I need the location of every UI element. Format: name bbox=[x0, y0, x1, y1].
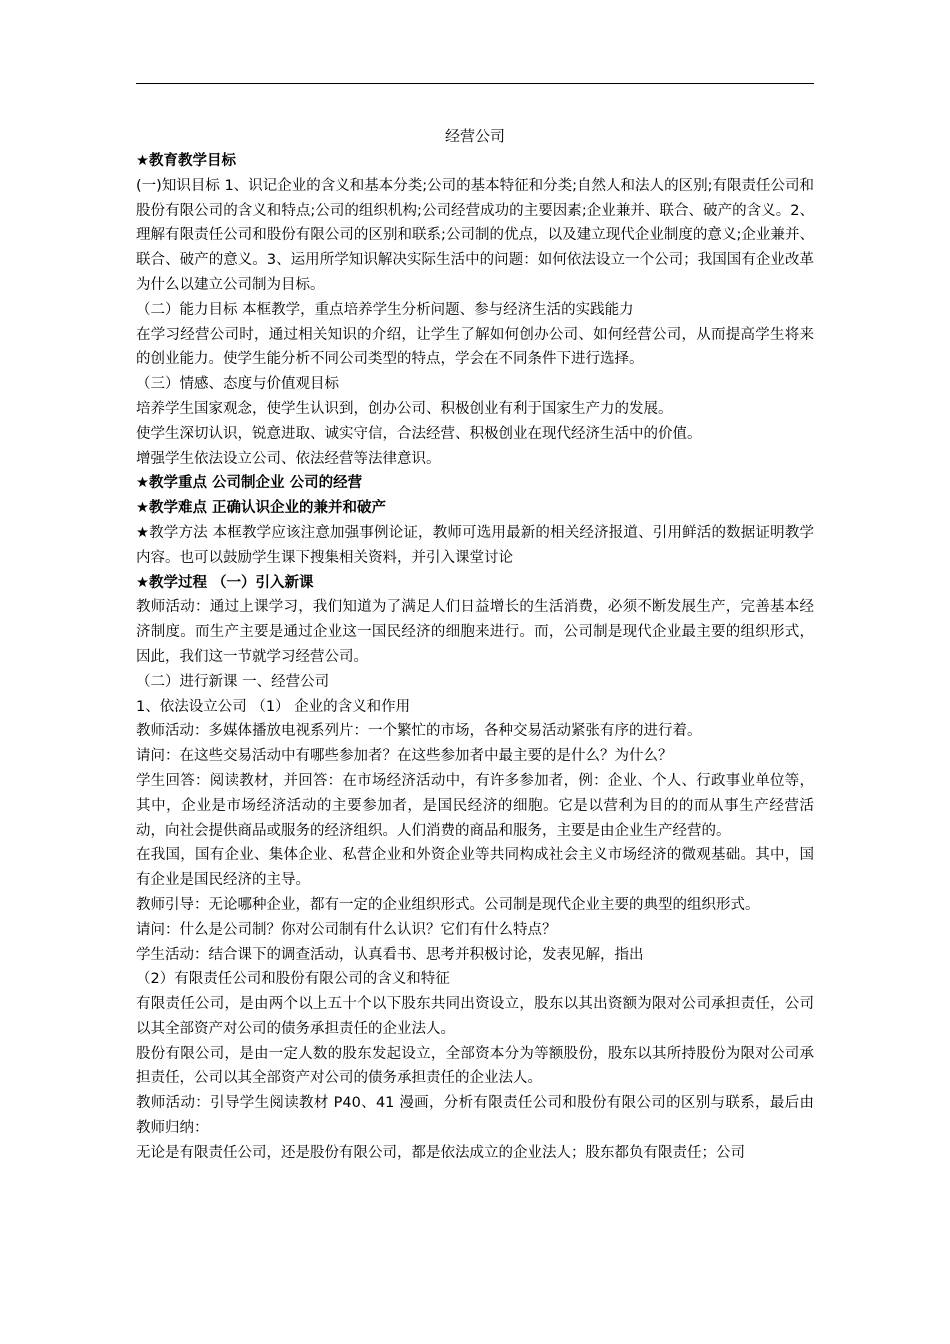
paragraph: 有限责任公司，是由两个以上五十个以下股东共同出资设立，股东以其出资额为限对公司承担责任，公司以其全部资产对公司的债务承担责任的企业法人。 bbox=[136, 996, 814, 1037]
paragraph: 股份有限公司，是由一定人数的股东发起设立，全部资本分为等额股份，股东以其所持股份为限对公司承担责任，公司以其全部资产对公司的债务承担责任的企业法人。 bbox=[136, 1045, 814, 1087]
paragraph: （2）有限责任公司和股份有限公司的含义和特征 bbox=[136, 971, 450, 988]
paragraph: ★教育教学目标 bbox=[136, 153, 236, 169]
paragraph: 教师活动：通过上课学习，我们知道为了满足人们日益增长的生活消费，必须不断发展生产，完善基本经济制度。而生产主要是通过企业这一国民经济的细胞来进行。而，公司制是现代企业最主要的组织形式，因此，我们这一节就学习经营公司。 bbox=[136, 599, 814, 665]
paragraph: ★教学方法 本框教学应该注意加强事例论证，教师可选用最新的相关经济报道、引用鲜活的数据证明教学内容。也可以鼓励学生课下搜集相关资料，并引入课堂讨论 bbox=[136, 524, 814, 566]
document-body bbox=[136, 149, 814, 1166]
paragraph: 教师引导：无论哪种企业，都有一定的企业组织形式。公司制是现代企业主要的典型的组织形式。 bbox=[136, 896, 760, 913]
paragraph: 在学习经营公司时，通过相关知识的介绍，让学生了解如何创办公司、如何经营公司，从而提高学生将来的创业能力。使学生能分析不同公司类型的特点，学会在不同条件下进行选择。 bbox=[136, 326, 814, 368]
paragraph: （二）进行新课 一、经营公司 bbox=[136, 673, 330, 690]
paragraph: 学生回答：阅读教材，并回答：在市场经济活动中，有许多参加者，例：企业、个人、行政事业单位等，其中，企业是市场经济活动的主要参加者，是国民经济的细胞。它是以营利为目的的而从事生产经营活动，向社会提供商品或服务的经济组织。人们消费的商品和服务，主要是由企业生产经营的。 bbox=[136, 772, 814, 839]
paragraph: 1、依法设立公司 （1） 企业的含义和作用 bbox=[136, 698, 411, 715]
paragraph: 请问：在这些交易活动中有哪些参加者？在这些参加者中最主要的是什么？为什么？ bbox=[136, 748, 673, 765]
paragraph: ★教学重点 公司制企业 公司的经营 bbox=[136, 475, 363, 492]
paragraph: 请问：什么是公司制？你对公司制有什么认识？它们有什么特点？ bbox=[136, 921, 557, 938]
paragraph: 教师活动：多媒体播放电视系列片：一个繁忙的市场，各种交易活动紧张有序的进行着。 bbox=[136, 723, 702, 740]
paragraph: 增强学生依法设立公司、依法经营等法律意识。 bbox=[136, 450, 441, 467]
paragraph: 在我国，国有企业、集体企业、私营企业和外资企业等共同构成社会主义市场经济的微观基础。其中，国有企业是国民经济的主导。 bbox=[136, 847, 814, 889]
paragraph: 使学生深切认识，锐意进取、诚实守信，合法经营、积极创业在现代经济生活中的价值。 bbox=[136, 425, 702, 442]
document-title: 经营公司 bbox=[444, 127, 505, 145]
paragraph: （二）能力目标 本框教学，重点培养学生分析问题、参与经济生活的实践能力 bbox=[136, 301, 634, 318]
paragraph: ★教学过程 （一）引入新课 bbox=[136, 574, 314, 591]
paragraph: 无论是有限责任公司，还是股份有限公司，都是依法成立的企业法人；股东都负有限责任；公司 bbox=[136, 1144, 745, 1161]
header-rule bbox=[136, 83, 814, 84]
paragraph: ★教学难点 正确认识企业的兼并和破产 bbox=[136, 500, 387, 517]
paragraph: 培养学生国家观念，使学生认识到，创办公司、积极创业有利于国家生产力的发展。 bbox=[136, 400, 673, 417]
paragraph: (一)知识目标 1、识记企业的含义和基本分类;公司的基本特征和分类;自然人和法人的区别;有限责任公司和股份有限公司的含义和特点;公司的组织机构;公司经营成功的主要因素;企业兼并、联合、破产的含义。2、理解有限责任公司和股份有限公司的区别和联系;公司制的优点，以及建立现代企业制度的意义;企业兼并、联合、破产的意义。3、运用所学知识解决实际生活中的问题：如何依法设立一个公司；我国国有企业改革为什么以建立公司制为目标。 bbox=[136, 177, 814, 293]
paragraph: （三）情感、态度与价值观目标 bbox=[136, 376, 339, 393]
paragraph: 教师活动：引导学生阅读教材 P40、41 漫画，分析有限责任公司和股份有限公司的区别与联系，最后由教师归纳： bbox=[136, 1095, 814, 1137]
paragraph: 学生活动：结合课下的调查活动，认真看书、思考并积极讨论，发表见解，指出 bbox=[136, 946, 644, 963]
